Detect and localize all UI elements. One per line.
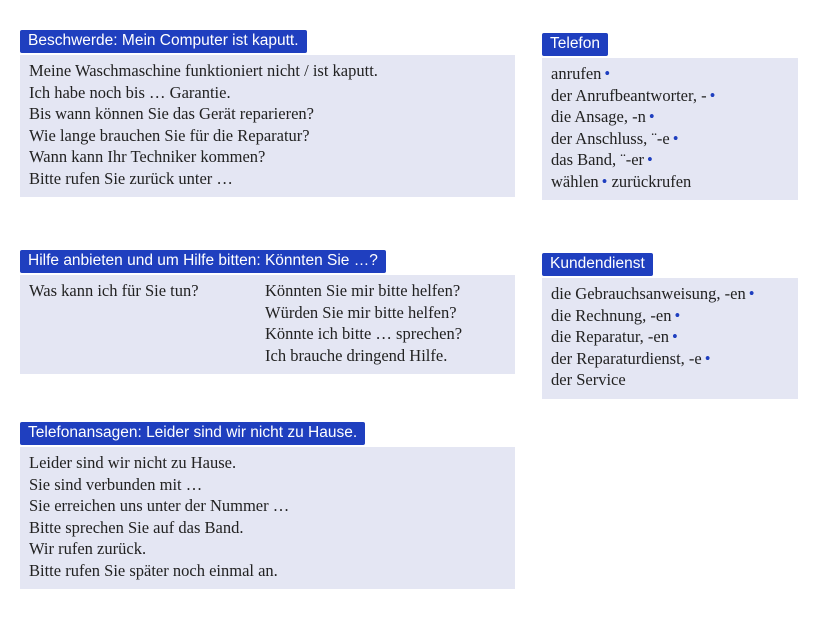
phrase-line: Wie lange brauchen Sie für die Reparatur?	[29, 125, 310, 145]
bullet-icon: •	[704, 348, 711, 368]
vocab-item: der Service	[551, 370, 626, 389]
vocab-item: anrufen •	[551, 64, 611, 83]
bullet-icon: •	[601, 171, 608, 191]
box-title: Telefon	[542, 33, 608, 56]
phrase-line: Könnte ich bitte … sprechen?	[265, 324, 463, 343]
box-beschwerde	[20, 30, 515, 197]
vocab-item: der Anschluss, ¨-e •	[551, 128, 679, 148]
box-body	[542, 278, 798, 399]
bullet-icon: •	[672, 327, 678, 346]
bullet-icon: •	[647, 150, 653, 169]
box-body	[20, 447, 515, 589]
box-ansagen	[20, 422, 515, 589]
box-telefon	[542, 33, 798, 200]
box-title: Hilfe anbieten und um Hilfe bitten: Könnten Sie …?	[20, 250, 386, 273]
box-kundendienst	[542, 253, 798, 399]
box-hilfe	[20, 250, 515, 374]
bullet-icon: •	[748, 284, 755, 303]
phrase-line: Meine Waschmaschine funktioniert nicht / ist kaputt.	[29, 61, 378, 80]
vocab-item: der Reparaturdienst, -e •	[551, 348, 711, 368]
vocab-item: das Band, ¨-er •	[551, 150, 653, 169]
vocab-item: die Ansage, -n •	[551, 107, 655, 126]
bullet-icon: •	[672, 128, 679, 148]
phrase-line: Bis wann können Sie das Gerät reparieren?	[29, 104, 314, 123]
phrase-line: Leider sind wir nicht zu Hause.	[29, 453, 237, 472]
box-title: Kundendienst	[542, 253, 653, 276]
bullet-icon: •	[648, 107, 655, 126]
phrase-line: Sie erreichen uns unter der Nummer …	[29, 496, 290, 515]
phrase-line: Bitte rufen Sie später noch einmal an.	[29, 560, 278, 580]
box-title: Beschwerde: Mein Computer ist kaputt.	[20, 30, 307, 53]
phrase-line: Würden Sie mir bitte helfen?	[265, 302, 457, 322]
box-body	[20, 275, 515, 374]
phrase-line: Sie sind verbunden mit …	[29, 474, 203, 494]
phrase-line: Was kann ich für Sie tun?	[29, 281, 199, 300]
bullet-icon: •	[604, 64, 611, 83]
bullet-icon: •	[709, 85, 716, 105]
phrase-line: Ich habe noch bis … Garantie.	[29, 82, 231, 102]
vocab-item: die Gebrauchsanweisung, -en •	[551, 284, 755, 303]
phrase-line: Bitte rufen Sie zurück unter …	[29, 168, 233, 188]
box-body	[20, 55, 515, 197]
phrase-line: Bitte sprechen Sie auf das Band.	[29, 517, 244, 537]
phrase-line: Könnten Sie mir bitte helfen?	[265, 281, 461, 300]
vocab-item: der Anrufbeantworter, - •	[551, 85, 716, 105]
box-body	[542, 58, 798, 200]
vocab-item: die Rechnung, -en •	[551, 305, 681, 325]
phrase-line: Wir rufen zurück.	[29, 539, 147, 558]
vocab-item: die Reparatur, -en •	[551, 327, 678, 346]
phrase-line: Ich brauche dringend Hilfe.	[265, 345, 448, 365]
box-title: Telefonansagen: Leider sind wir nicht zu Hause.	[20, 422, 365, 445]
bullet-icon: •	[674, 305, 681, 325]
phrase-line: Wann kann Ihr Techniker kommen?	[29, 147, 266, 166]
vocab-item: wählen • zurückrufen	[551, 171, 692, 191]
